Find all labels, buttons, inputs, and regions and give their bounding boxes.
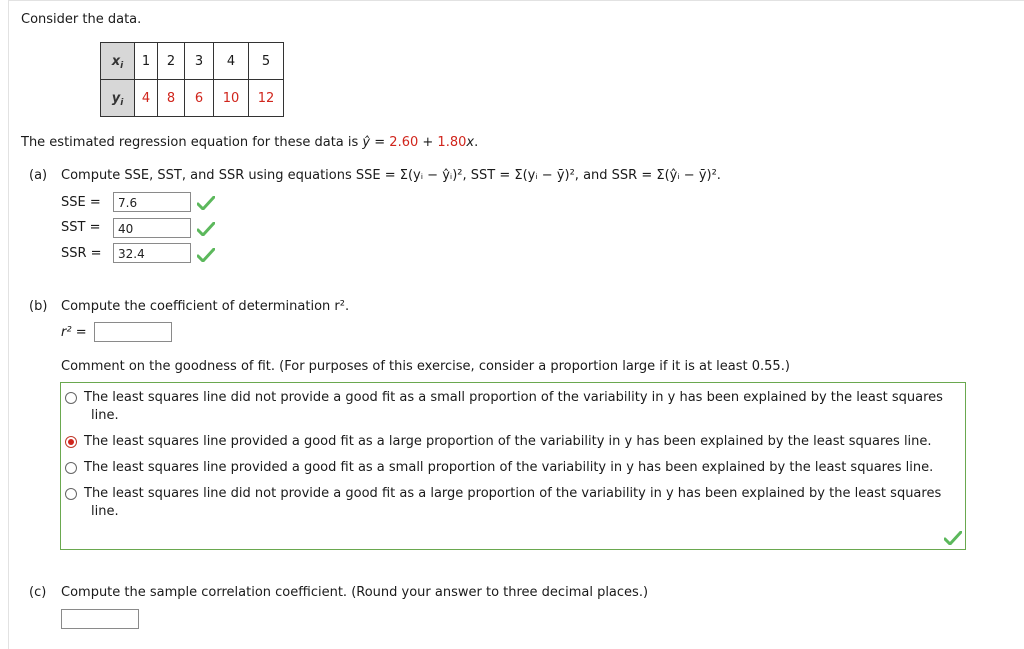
regression-equation: The estimated regression equation for these data is ŷ = 2.60 + 1.80x. xyxy=(21,135,479,150)
x-header: $x_i$ xyxy=(101,43,135,80)
option-text[interactable]: The least squares line did not provide a good fit as a small proportion of the variability in y has been explained by the least squares xyxy=(84,390,943,405)
option-text[interactable]: The least squares line did not provide a good fit as a large proportion of the variability in y has been explained by the least squares xyxy=(84,486,942,501)
y-cell: 6 xyxy=(185,80,214,117)
sst-input[interactable]: 40 xyxy=(113,218,191,238)
y-cell: 10 xyxy=(214,80,249,117)
y-cell: 4 xyxy=(135,80,158,117)
part-a-question: Compute SSE, SST, and SSR using equations SSE = Σ(yᵢ − ŷᵢ)², SST = Σ(yᵢ − ȳ)², and SSR = Σ(ŷᵢ − ȳ)². xyxy=(61,168,721,183)
correct-check-icon xyxy=(197,196,215,210)
intro-text: Consider the data. xyxy=(21,12,142,27)
x-cell: 2 xyxy=(158,43,185,80)
part-b-question: Compute the coefficient of determination r². xyxy=(61,299,350,314)
option-text-cont: line. xyxy=(91,504,119,519)
option-radio[interactable] xyxy=(65,392,77,404)
correct-check-icon xyxy=(197,222,215,236)
slope-value: 1.80 xyxy=(437,135,467,150)
option-radio[interactable] xyxy=(65,488,77,500)
x-cell: 4 xyxy=(214,43,249,80)
x-cell: 5 xyxy=(249,43,284,80)
r2-input[interactable] xyxy=(94,322,172,342)
r2-label: r² = xyxy=(61,325,87,340)
option-text-cont: line. xyxy=(91,408,119,423)
option-radio-selected[interactable] xyxy=(65,436,77,448)
sst-label: SST = xyxy=(61,220,101,235)
option-radio[interactable] xyxy=(65,462,77,474)
y-cell: 8 xyxy=(158,80,185,117)
intercept-value: 2.60 xyxy=(389,135,419,150)
part-c-question: Compute the sample correlation coefficient. (Round your answer to three decimal places.) xyxy=(61,585,649,600)
sse-label: SSE = xyxy=(61,195,101,210)
y-cell: 12 xyxy=(249,80,284,117)
correct-check-icon xyxy=(197,248,215,262)
sse-input[interactable]: 7.6 xyxy=(113,192,191,212)
option-text[interactable]: The least squares line provided a good fit as a large proportion of the variability in y has been explained by the least squares line. xyxy=(84,434,932,449)
part-c-label: (c) xyxy=(29,585,47,600)
x-cell: 1 xyxy=(135,43,158,80)
ssr-label: SSR = xyxy=(61,246,102,261)
correct-check-icon xyxy=(944,531,962,545)
part-b-label: (b) xyxy=(29,299,48,314)
part-a-label: (a) xyxy=(29,168,48,183)
correlation-input[interactable] xyxy=(61,609,139,629)
ssr-input[interactable]: 32.4 xyxy=(113,243,191,263)
x-cell: 3 xyxy=(185,43,214,80)
option-text[interactable]: The least squares line provided a good fit as a small proportion of the variability in y has been explained by the least squares line. xyxy=(84,460,934,475)
y-header: $y_i$ xyxy=(101,80,135,117)
x-row xyxy=(101,43,284,80)
y-row xyxy=(101,80,284,117)
data-table xyxy=(100,42,284,117)
fit-comment: Comment on the goodness of fit. (For purposes of this exercise, consider a proportion large if it is at least 0.55.) xyxy=(61,359,790,374)
